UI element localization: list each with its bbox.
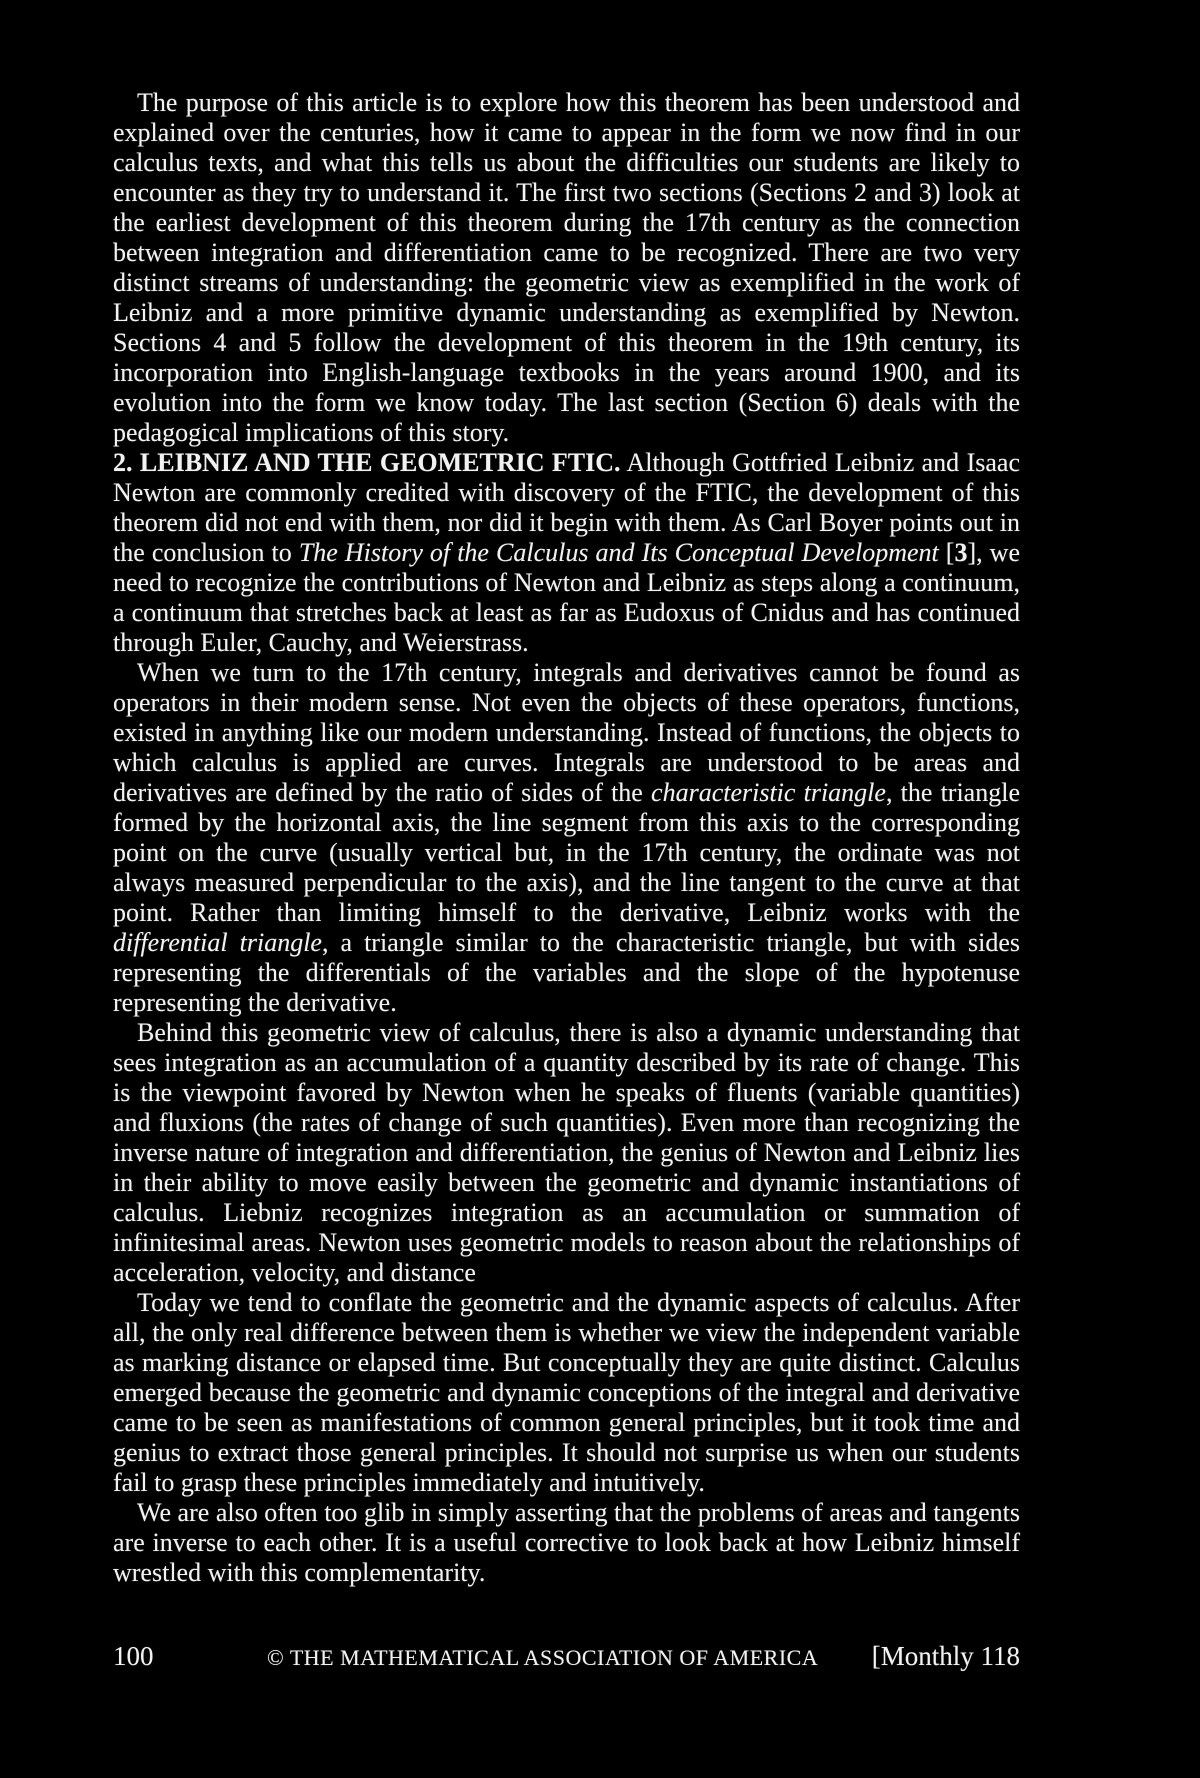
article-body [113,88,1020,1588]
curves-text-3: , a triangle similar to the characteristic triangle, but with sides representing the differentials of the variables and the slope of the hypotenuse representing the derivative. [113,928,1020,1017]
page-footer [113,1641,1020,1672]
curves-text-1: When we turn to the 17th century, integrals and derivatives cannot be found as operators in their modern sense. Not even the objects of these operators, functions, existed in anything like our modern understanding. Instead of functions, the objects to which calculus is applied are curves. Integrals are understood to be areas and derivatives are defined by the ratio of sides of the [113,658,1020,807]
section-2-heading: 2. LEIBNIZ AND THE GEOMETRIC FTIC. [113,448,621,477]
paragraph-curves [113,658,1020,1018]
reference-number: 3 [954,538,968,567]
book-title: The History of the Calculus and Its Conceptual Development [298,538,939,567]
curves-text-2: , the triangle formed by the horizontal axis, the line segment from this axis to the corresponding point on the curve (usually vertical but, in the 17th century, the ordinate was not always measured perpendicular to the axis), and the line tangent to the curve at that point. Rather than limiting himself to the derivative, Leibniz works with the [113,778,1020,927]
term-differential-triangle: differential triangle [113,928,322,957]
section-2-text-continued: ], we need to recognize the contributions of Newton and Leibniz as steps along a continuum, a continuum that stretches back at least as far as Eudoxus of Cnidus and has continued through Euler, Cauchy, and Weierstrass. [113,538,1020,657]
term-characteristic-triangle: characteristic triangle [651,778,886,807]
section-2-text: Although Gottfried Leibniz and Isaac Newton are commonly credited with discovery of the FTIC, the development of this theorem did not end with them, nor did it begin with them. As Carl Boyer points out in the conclusion to [113,448,1020,567]
paragraph-intro: The purpose of this article is to explore how this theorem has been understood and explained over the centuries, how it came to appear in the form we now find in our calculus texts, and what this tells us about the difficulties our students are likely to encounter as they try to understand it. The first two sections (Sections 2 and 3) look at the earliest development of this theorem during the 17th century as the connection between integration and differentiation came to be recognized. There are two very distinct streams of understanding: the geometric view as exemplified in the work of Leibniz and a more primitive dynamic understanding as exemplified by Newton. Sections 4 and 5 follow the development of this theorem in the 19th century, its incorporation into English-language textbooks in the years around 1900, and its evolution into the form we know today. The last section (Section 6) deals with the pedagogical implications of this story. [113,88,1020,447]
page-number: 100 [113,1641,154,1671]
copyright-notice: © THE MATHEMATICAL ASSOCIATION OF AMERICA [267,1645,819,1670]
paragraph-glib: We are also often too glib in simply asserting that the problems of areas and tangents are inverse to each other. It is a useful corrective to look back at how Leibniz himself wrestled with this complementarity. [113,1498,1020,1587]
issue-label: [Monthly 118 [871,1641,1020,1671]
reference-open-bracket: [ [938,538,955,567]
paragraph-today: Today we tend to conflate the geometric and the dynamic aspects of calculus. After all, the only real difference between them is whether we view the independent variable as marking distance or elapsed time. But conceptually they are quite distinct. Calculus emerged because the geometric and dynamic conceptions of the integral and derivative came to be seen as manifestations of common general principles, but it took time and genius to extract those general principles. It should not surprise us when our students fail to grasp these principles immediately and intuitively. [113,1288,1020,1497]
paragraph-section-2 [113,448,1020,658]
paragraph-dynamic-view: Behind this geometric view of calculus, there is also a dynamic understanding that sees integration as an accumulation of a quantity described by its rate of change. This is the viewpoint favored by Newton when he speaks of fluents (variable quantities) and fluxions (the rates of change of such quantities). Even more than recognizing the inverse nature of integration and differentiation, the genius of Newton and Leibniz lies in their ability to move easily between the geometric and dynamic instantiations of calculus. Liebniz recognizes integration as an accumulation or summation of infinitesimal areas. Newton uses geometric models to reason about the relationships of acceleration, velocity, and distance [113,1018,1020,1287]
